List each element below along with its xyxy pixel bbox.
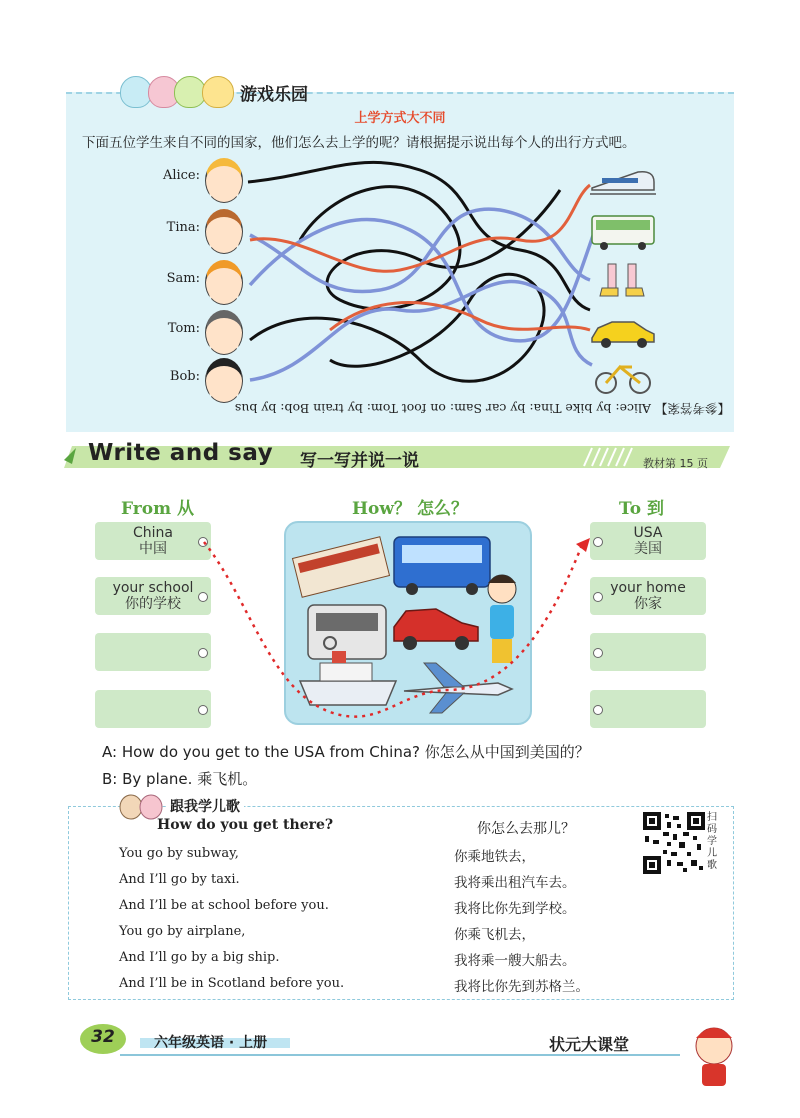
- kid-name-bob: Bob:: [169, 369, 200, 384]
- mascot-icon: [117, 792, 165, 820]
- mascot-icon: [684, 1020, 744, 1090]
- song-section-label: 跟我学儿歌: [166, 796, 244, 816]
- brand-name: 状元大课堂: [549, 1035, 630, 1054]
- tag-cn: 你的学校: [125, 596, 181, 612]
- answer-key-upside-down: 【参考答案】 Alice: by bike Tina: by car Sam: on foot Tom: by train Bob: by bus: [234, 401, 730, 416]
- column-from-heading: From 从: [121, 499, 194, 519]
- tag-en: China: [133, 525, 173, 541]
- kid-name-tina: Tina:: [166, 220, 200, 235]
- qr-code-icon[interactable]: [643, 812, 705, 874]
- column-to-heading: To 到: [619, 499, 664, 519]
- footer-divider: [120, 1054, 680, 1056]
- song-line-cn: 你乘飞机去，: [454, 927, 535, 943]
- kid-name-alice: Alice:: [162, 168, 200, 183]
- song-line-en: And I’ll be at school before you.: [119, 898, 329, 913]
- song-line-en: You go by subway,: [119, 846, 239, 861]
- song-line-en: And I’ll be in Scotland before you.: [119, 976, 345, 991]
- section-title-cn: 写一写并说一说: [300, 451, 419, 471]
- book-title: 六年级英语 · 上册: [154, 1035, 268, 1051]
- page-number: 32: [91, 1027, 115, 1047]
- tag-en: your school: [112, 580, 194, 596]
- song-line-cn: 我将比你先到学校。: [454, 901, 576, 917]
- qr-label: 扫码学儿歌: [707, 812, 717, 871]
- tag-cn: 中国: [139, 541, 167, 557]
- song-line-cn: 我将乘一艘大船去。: [454, 953, 576, 969]
- song-line-cn: 我将乘出租汽车去。: [454, 875, 576, 891]
- dialog-answer: B: By plane. 乘飞机。: [102, 770, 258, 788]
- song-title-cn: 你怎么去那儿？: [477, 821, 575, 837]
- game-title: 游戏乐园: [240, 85, 308, 105]
- column-how-heading: How？ 怎么？: [352, 499, 468, 519]
- game-instructions: 下面五位学生来自不同的国家，他们怎么去上学的呢？请根据提示说出每个人的出行方式吧。: [82, 135, 636, 151]
- game-subtitle: 上学方式大不同: [354, 111, 446, 126]
- song-line-cn: 我将比你先到苏格兰。: [454, 979, 589, 995]
- kid-name-sam: Sam:: [166, 271, 200, 286]
- kid-name-tom: Tom:: [167, 321, 200, 336]
- song-line-cn: 你乘地铁去，: [454, 849, 535, 865]
- dialog-question: A: How do you get to the USA from China? 你怎么从中国到美国的？: [102, 743, 590, 761]
- tag-en: your home: [610, 580, 686, 596]
- tag-cn: 美国: [634, 541, 662, 557]
- song-line-en: And I’ll go by taxi.: [119, 872, 240, 887]
- textbook-page-ref: 教材第 15 页: [643, 457, 708, 470]
- tag-en: USA: [633, 525, 663, 541]
- tag-cn: 你家: [634, 596, 662, 612]
- song-line-en: You go by airplane,: [119, 924, 246, 939]
- song-title-en: How do you get there?: [157, 817, 334, 833]
- song-line-en: And I’ll go by a big ship.: [119, 950, 280, 965]
- section-title: Write and say: [88, 440, 274, 466]
